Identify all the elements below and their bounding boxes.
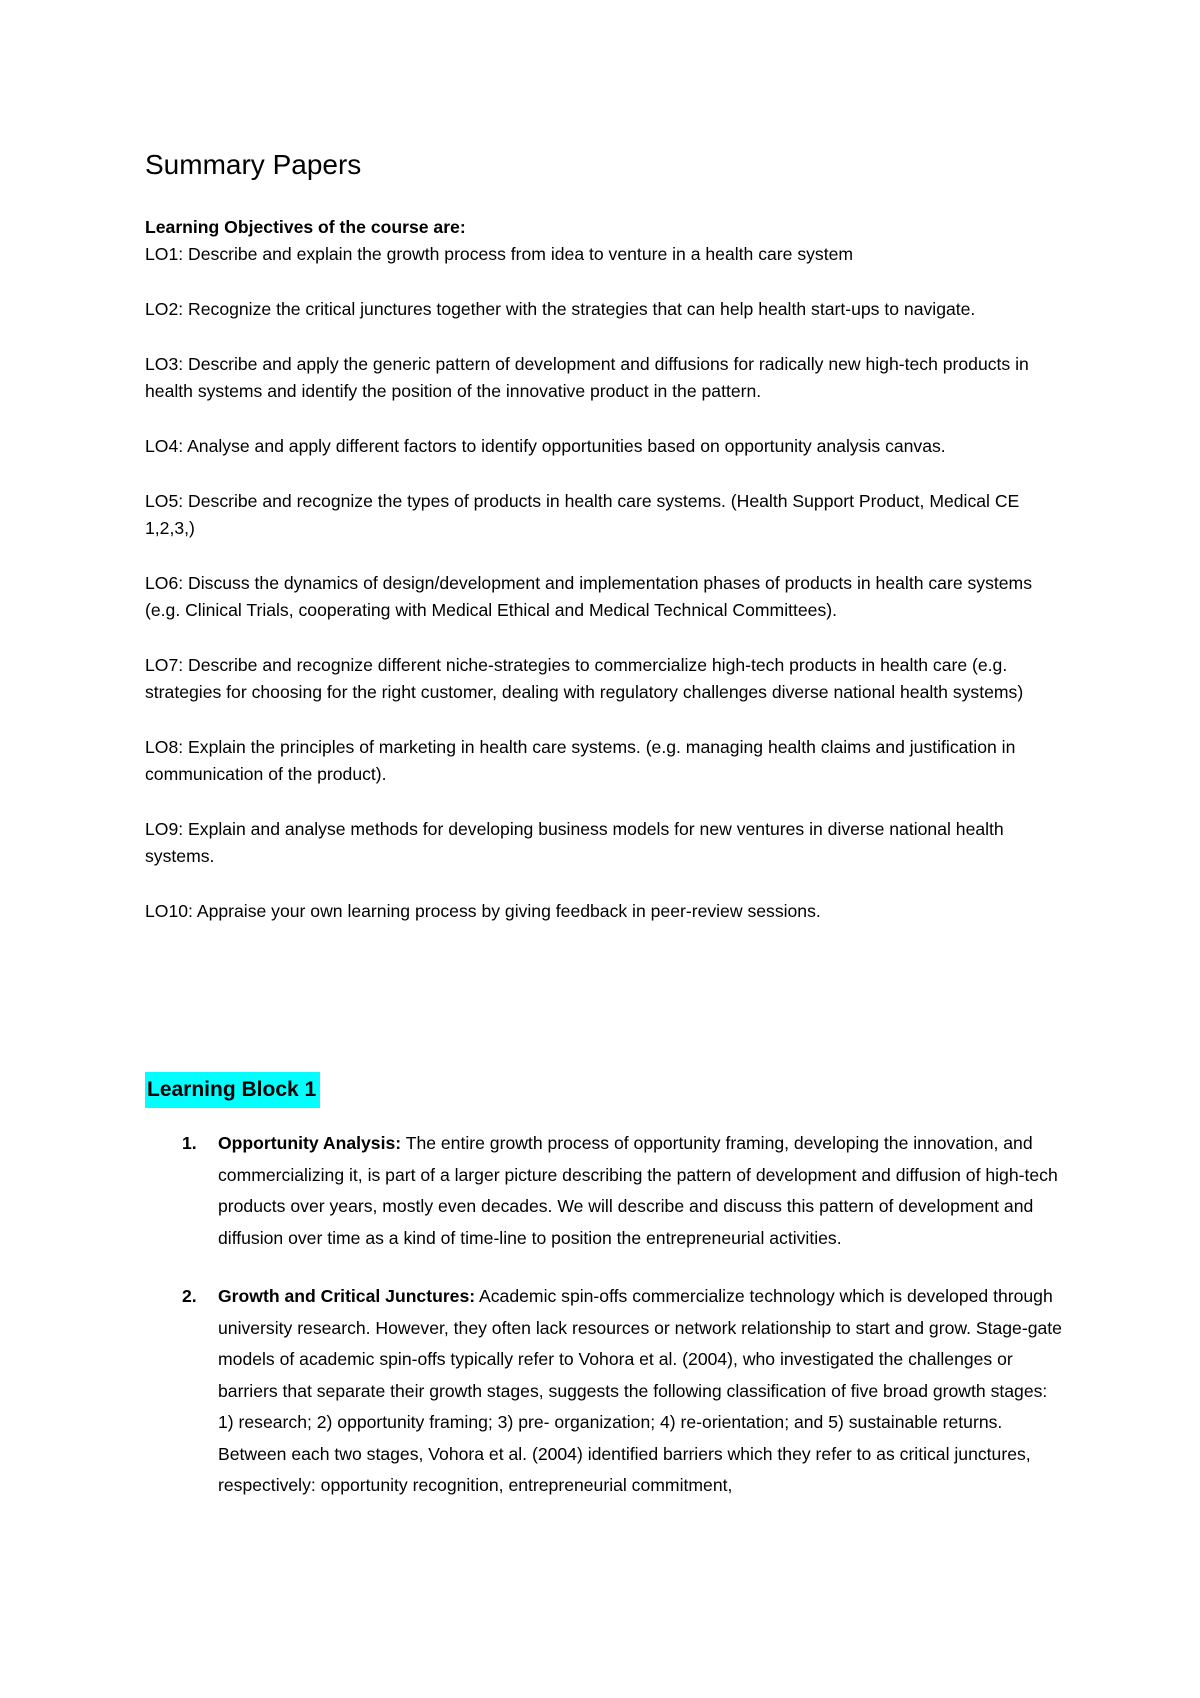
objective-label: LO7: [145, 655, 184, 675]
objective-lo5 [145, 488, 1065, 542]
objective-text: Describe and recognize different niche-strategies to commercialize high-tech products in health care (e.g. strategies for choosing for the right customer, dealing with regulatory challenges diverse national health systems) [145, 655, 1024, 702]
objective-lo9 [145, 816, 1065, 870]
objective-lo8 [145, 734, 1065, 788]
list-item [145, 1128, 1065, 1254]
list-item-term: Growth and Critical Junctures: [218, 1286, 476, 1306]
objective-lo4 [145, 433, 1065, 460]
objective-text: Describe and apply the generic pattern of development and diffusions for radically new high-tech products in health systems and identify the position of the innovative product in the pattern. [145, 354, 1029, 401]
list-item-term: Opportunity Analysis: [218, 1133, 402, 1153]
objective-lo1 [145, 241, 1065, 268]
objective-label: LO5: [145, 491, 184, 511]
objective-text: Describe and recognize the types of products in health care systems. (Health Support Product, Medical CE 1,2,3,) [145, 491, 1020, 538]
objectives-intro: Learning Objectives of the course are: [145, 217, 466, 237]
learning-objectives [145, 214, 1065, 953]
objective-lo7 [145, 652, 1065, 706]
objective-label: LO10: [145, 901, 193, 921]
objective-label: LO8: [145, 737, 184, 757]
objective-text: Describe and explain the growth process from idea to venture in a health care system [183, 244, 854, 264]
objective-text: Recognize the critical junctures together with the strategies that can help health start-ups to navigate. [183, 299, 976, 319]
list-item [145, 1281, 1065, 1502]
objective-label: LO1: [145, 244, 184, 264]
objective-text: Discuss the dynamics of design/development and implementation phases of products in health care systems (e.g. Clinical Trials, cooperating with Medical Ethical and Medical Technical Committees). [145, 573, 1033, 620]
objective-text: Explain and analyse methods for developing business models for new ventures in diverse national health systems. [145, 819, 1004, 866]
objective-lo6 [145, 570, 1065, 624]
objective-label: LO6: [145, 573, 184, 593]
objective-label: LO2: [145, 299, 184, 319]
objective-text: Explain the principles of marketing in health care systems. (e.g. managing health claims and justification in communication of the product). [145, 737, 1016, 784]
document-title: Summary Papers [145, 149, 362, 180]
learning-block-heading: Learning Block 1 [145, 1072, 320, 1108]
list-item-text: The entire growth process of opportunity framing, developing the innovation, and commercializing it, is part of a larger picture describing the pattern of development and diffusion of high-tech products over years, mostly even decades. We will describe and discuss this pattern of development and diffusion over time as a kind of time-line to position the entrepreneurial activities. [218, 1133, 1058, 1248]
objective-label: LO3: [145, 354, 184, 374]
list-item-number: 1. [182, 1133, 197, 1153]
list-item-text: Academic spin-offs commercialize technology which is developed through university research. However, they often lack resources or network relationship to start and grow. Stage-gate models of academic spin-offs typically refer to Vohora et al. (2004), who investigated the challenges or barriers that separate their growth stages, suggests the following classification of five broad growth stages: 1) research; 2) opportunity framing; 3) pre- organization; 4) re-orientation; and 5) sustainable returns. Between each two stages, Vohora et al. (2004) identified barriers which they refer to as critical junctures, respectively: opportunity recognition, entrepreneurial commitment, [218, 1286, 1062, 1495]
objective-lo2 [145, 296, 1065, 323]
learning-block-list [145, 1128, 1065, 1529]
document-page [145, 0, 1065, 1698]
objective-text: Analyse and apply different factors to identify opportunities based on opportunity analysis canvas. [183, 436, 946, 456]
objective-label: LO9: [145, 819, 184, 839]
list-item-number: 2. [182, 1286, 197, 1306]
objective-text: Appraise your own learning process by giving feedback in peer-review sessions. [192, 901, 821, 921]
objective-lo3 [145, 351, 1065, 405]
objective-label: LO4: [145, 436, 184, 456]
objective-lo10 [145, 898, 1065, 925]
